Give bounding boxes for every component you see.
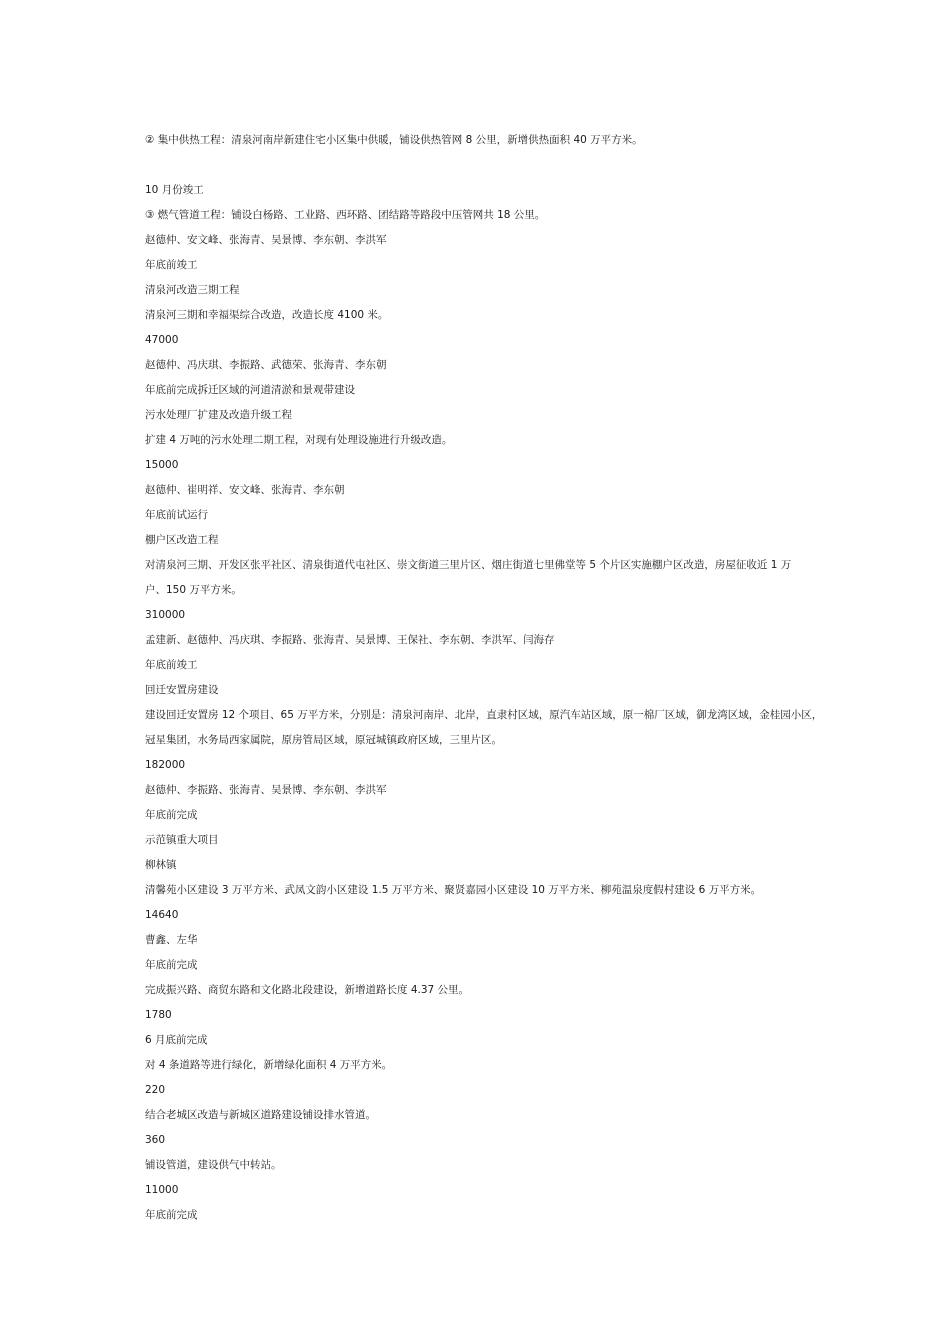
- text-line: ③ 燃气管道工程：铺设白杨路、工业路、西环路、团结路等路段中压管网共 18 公里。: [145, 209, 546, 221]
- text-line: 年底前竣工: [145, 659, 198, 671]
- text-line: 结合老城区改造与新城区道路建设铺设排水管道。: [145, 1109, 376, 1121]
- text-line: 扩建 4 万吨的污水处理二期工程，对现有处理设施进行升级改造。: [145, 434, 453, 446]
- text-line: 对清泉河三期、开发区张平社区、清泉街道代屯社区、崇文街道三里片区、烟庄街道七里佛堂等 5 个片区实施棚户区改造，房屋征收近 1 万: [145, 559, 792, 571]
- text-line: 11000: [145, 1184, 179, 1196]
- text-line: 年底前竣工: [145, 259, 198, 271]
- text-line: 年底前试运行: [145, 509, 208, 521]
- text-line: 年底前完成: [145, 809, 198, 821]
- text-line: 对 4 条道路等进行绿化，新增绿化面积 4 万平方米。: [145, 1059, 393, 1071]
- text-line: 47000: [145, 334, 179, 346]
- text-line: 曹鑫、左华: [145, 934, 198, 946]
- text-line: 赵德仲、冯庆琪、李振路、武德荣、张海青、李东朝: [145, 359, 387, 371]
- text-line: 孟建新、赵德仲、冯庆琪、李振路、张海青、吴景博、王保社、李东朝、李洪军、闫海存: [145, 634, 555, 646]
- text-line: 清泉河改造三期工程: [145, 284, 240, 296]
- blank-line: [145, 153, 825, 178]
- text-line: 10 月份竣工: [145, 184, 204, 196]
- text-line: 年底前完成: [145, 959, 198, 971]
- text-line: 柳林镇: [145, 859, 177, 871]
- text-line: 1780: [145, 1009, 172, 1021]
- text-line: 清泉河三期和幸福渠综合改造，改造长度 4100 米。: [145, 309, 389, 321]
- text-line: 户、150 万平方米。: [145, 584, 242, 596]
- text-line: ② 集中供热工程：清泉河南岸新建住宅小区集中供暖，铺设供热管网 8 公里，新增供热面积 40 万平方米。: [145, 134, 643, 146]
- text-line: 清馨苑小区建设 3 万平方米、武凤文韵小区建设 1.5 万平方米、聚贤嘉园小区建设 10 万平方米、柳苑温泉度假村建设 6 万平方米。: [145, 884, 762, 896]
- text-line: 310000: [145, 609, 186, 621]
- text-line: 示范镇重大项目: [145, 834, 219, 846]
- text-line: 污水处理厂扩建及改造升级工程: [145, 409, 292, 421]
- text-line: 赵德仲、崔明祥、安文峰、张海青、李东朝: [145, 484, 345, 496]
- text-line: 冠星集团，水务局西家属院，原房管局区域，原冠城镇政府区域，三里片区。: [145, 734, 502, 746]
- text-line: 220: [145, 1084, 166, 1096]
- text-line: 6 月底前完成: [145, 1034, 208, 1046]
- text-line: 年底前完成拆迁区域的河道清淤和景观带建设: [145, 384, 355, 396]
- text-line: 棚户区改造工程: [145, 534, 219, 546]
- text-line: 完成振兴路、商贸东路和文化路北段建设，新增道路长度 4.37 公里。: [145, 984, 470, 996]
- document-body: [145, 128, 825, 1228]
- text-line: 14640: [145, 909, 179, 921]
- text-line: 赵德仲、安文峰、张海青、吴景博、李东朝、李洪军: [145, 234, 387, 246]
- text-line: 建设回迁安置房 12 个项目、65 万平方米，分别是：清泉河南岸、北岸，直隶村区域，原汽车站区域，原一棉厂区域，御龙湾区域，金桂园小区，: [145, 709, 823, 721]
- text-line: 182000: [145, 759, 186, 771]
- text-line: 铺设管道，建设供气中转站。: [145, 1159, 282, 1171]
- text-line: 年底前完成: [145, 1209, 198, 1221]
- text-line: 15000: [145, 459, 179, 471]
- text-line: 赵德仲、李振路、张海青、吴景博、李东朝、李洪军: [145, 784, 387, 796]
- text-line: 回迁安置房建设: [145, 684, 219, 696]
- text-line: 360: [145, 1134, 166, 1146]
